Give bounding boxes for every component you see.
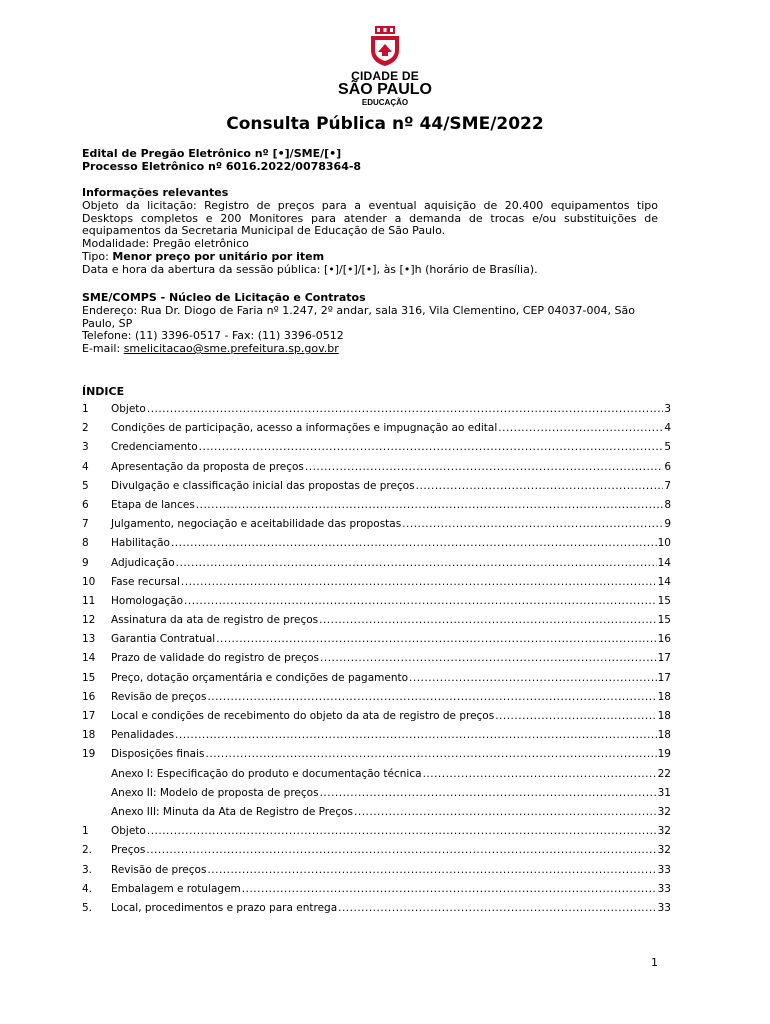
- email-label: E-mail:: [82, 342, 124, 356]
- toc-entry[interactable]: [82, 669, 671, 688]
- city-logo: [300, 26, 470, 108]
- toc-entry-page: 19: [657, 748, 671, 761]
- toc-entry[interactable]: [82, 573, 671, 592]
- toc-dot-leader: [320, 784, 657, 803]
- toc-entry[interactable]: [82, 899, 671, 918]
- toc-dot-leader: [147, 400, 663, 419]
- toc-entry-label: Apresentação da proposta de preços: [111, 460, 304, 473]
- info-section: [82, 187, 658, 277]
- toc-entry-number: 15: [82, 671, 96, 684]
- toc-entry-page: 32: [657, 805, 671, 818]
- toc-entry-label: Assinatura da ata de registro de preços: [111, 614, 319, 627]
- toc-entry-page: 7: [664, 479, 671, 492]
- edital-header: [82, 148, 658, 174]
- toc-entry-label: Credenciamento: [111, 441, 198, 454]
- toc-entry-page: 17: [657, 671, 671, 684]
- toc-entry-label: Revisão de preços: [111, 863, 207, 876]
- toc-entry-label: Embalagem e rotulagem: [111, 882, 241, 895]
- contact-section: [82, 292, 658, 356]
- table-of-contents: [82, 400, 671, 918]
- toc-entry[interactable]: [82, 400, 671, 419]
- toc-entry[interactable]: [82, 649, 671, 668]
- tipo-value: Menor preço por unitário por item: [112, 249, 325, 263]
- info-modalidade: Modalidade: Pregão eletrônico: [82, 237, 249, 251]
- toc-entry-page: 6: [664, 460, 671, 473]
- info-objeto: Objeto da licitação: Registro de preços para a eventual aquisição de 20.400 equipamentos tipo Desktops completos e 200 Monitores para atender a demanda de trocas e/ou substituições de equipamentos da Secretaria Municipal de Educação de São Paulo.: [82, 198, 658, 238]
- toc-entry[interactable]: [82, 515, 671, 534]
- toc-entry-number: 11: [82, 594, 96, 607]
- toc-entry-label: Homologação: [111, 594, 184, 607]
- toc-entry-page: 3: [664, 403, 671, 415]
- toc-dot-leader: [305, 458, 663, 477]
- toc-entry-number: 1: [82, 825, 89, 838]
- toc-entry-label: Local, procedimentos e prazo para entrega: [111, 901, 338, 914]
- toc-entry-page: 22: [657, 767, 671, 780]
- toc-entry-label: Local e condições de recebimento do objeto da ata de registro de preços: [111, 710, 495, 722]
- toc-entry-number: 2: [82, 422, 89, 435]
- toc-entry-number: 6: [82, 498, 89, 511]
- toc-entry-number: 3.: [82, 863, 93, 876]
- toc-entry[interactable]: [82, 496, 671, 515]
- toc-entry[interactable]: [82, 861, 671, 880]
- toc-entry-label: Penalidades: [111, 729, 175, 742]
- toc-entry-number: 5.: [82, 901, 93, 914]
- toc-dot-leader: [495, 707, 656, 726]
- toc-entry-label: Prazo de validade do registro de preços: [111, 652, 320, 665]
- toc-entry[interactable]: [82, 592, 671, 611]
- toc-entry-label: Anexo II: Modelo de proposta de preços: [111, 786, 319, 799]
- toc-entry-number: 5: [82, 479, 89, 492]
- toc-entry[interactable]: [82, 822, 671, 841]
- toc-entry-number: 9: [82, 556, 89, 569]
- toc-entry-label: Divulgação e classificação inicial das propostas de preços: [111, 479, 415, 492]
- page-number: 1: [651, 956, 658, 969]
- toc-dot-leader: [207, 688, 656, 707]
- toc-dot-leader: [338, 899, 657, 918]
- coat-of-arms-icon: [368, 26, 402, 66]
- toc-entry-label: Anexo III: Minuta da Ata de Registro de Preços: [111, 805, 354, 818]
- toc-entry-page: 15: [657, 594, 671, 607]
- toc-dot-leader: [216, 630, 656, 649]
- toc-entry-label: Preços: [111, 844, 146, 857]
- toc-entry-number: 2.: [82, 844, 93, 857]
- toc-entry[interactable]: [82, 726, 671, 745]
- toc-entry-number: 10: [82, 575, 96, 588]
- toc-entry-number: 16: [82, 690, 96, 703]
- processo-number: Processo Eletrônico nº 6016.2022/0078364-8: [82, 159, 362, 173]
- toc-dot-leader: [320, 649, 657, 668]
- edital-number: Edital de Pregão Eletrônico nº [•]/SME/[•]: [82, 147, 342, 160]
- toc-entry-page: 33: [657, 901, 671, 914]
- toc-dot-leader: [319, 611, 657, 630]
- contact-endereco: Endereço: Rua Dr. Diogo de Faria nº 1.247, 2º andar, sala 316, Vila Clementino, CEP 04037-004, São Paulo, SP: [82, 303, 635, 330]
- toc-dot-leader: [147, 822, 657, 841]
- contact-email-line: [82, 343, 658, 356]
- tipo-label: Tipo:: [82, 249, 113, 263]
- toc-entry-page: 16: [657, 633, 671, 646]
- email-link[interactable]: smelicitacao@sme.prefeitura.sp.gov.br: [123, 342, 339, 356]
- toc-entry-label: Revisão de preços: [111, 690, 207, 703]
- toc-entry[interactable]: [82, 419, 671, 438]
- toc-dot-leader: [409, 669, 657, 688]
- toc-entry-label: Preço, dotação orçamentária e condições de pagamento: [111, 671, 409, 684]
- toc-dot-leader: [242, 880, 657, 899]
- toc-dot-leader: [146, 841, 656, 860]
- toc-entry-page: 14: [657, 556, 671, 569]
- toc-entry[interactable]: [82, 688, 671, 707]
- logo-line-cidade: CIDADE DE: [351, 69, 419, 83]
- toc-entry-page: 10: [657, 537, 671, 550]
- toc-entry[interactable]: [82, 707, 671, 726]
- toc-entry-number: 7: [82, 518, 89, 531]
- toc-entry[interactable]: [82, 458, 671, 477]
- toc-entry-number: 4: [82, 460, 89, 473]
- toc-entry[interactable]: [82, 438, 671, 457]
- toc-dot-leader: [416, 477, 664, 496]
- toc-entry[interactable]: [82, 784, 671, 803]
- toc-dot-leader: [184, 592, 657, 611]
- toc-entry-label: Habilitação: [111, 537, 170, 550]
- toc-dot-leader: [196, 496, 664, 515]
- toc-entry-number: 1: [82, 403, 89, 415]
- toc-entry-label: Etapa de lances: [111, 498, 195, 511]
- toc-entry-page: 15: [657, 614, 671, 627]
- toc-entry-page: 4: [664, 422, 671, 435]
- logo-line-sao-paulo: SÃO PAULO: [338, 81, 432, 98]
- toc-entry-label: Objeto: [111, 403, 146, 415]
- document-title: Consulta Pública nº 44/SME/2022: [226, 114, 544, 134]
- toc-entry-number: 12: [82, 614, 96, 627]
- toc-dot-leader: [402, 515, 663, 534]
- info-tipo: [82, 251, 658, 264]
- toc-entry-number: 3: [82, 441, 89, 454]
- toc-entry-label: Disposições finais: [111, 748, 205, 761]
- toc-dot-leader: [199, 438, 664, 457]
- toc-dot-leader: [181, 573, 657, 592]
- toc-entry-page: 14: [657, 575, 671, 588]
- toc-entry-label: Garantia Contratual: [111, 633, 216, 646]
- toc-entry-page: 33: [657, 863, 671, 876]
- toc-dot-leader: [354, 803, 657, 822]
- toc-dot-leader: [176, 554, 657, 573]
- toc-entry-label: Fase recursal: [111, 575, 180, 588]
- toc-entry[interactable]: [82, 534, 671, 553]
- toc-entry[interactable]: [82, 841, 671, 860]
- toc-entry-page: 8: [664, 498, 671, 511]
- toc-dot-leader: [206, 745, 657, 764]
- toc-entry[interactable]: [82, 477, 671, 496]
- toc-entry-page: 31: [657, 786, 671, 799]
- toc-entry-page: 5: [664, 441, 671, 454]
- toc-entry-label: Julgamento, negociação e aceitabilidade das propostas: [111, 518, 402, 531]
- toc-entry-page: 18: [657, 710, 671, 722]
- toc-entry[interactable]: [82, 630, 671, 649]
- toc-entry-page: 18: [657, 729, 671, 742]
- contact-heading: SME/COMPS - Núcleo de Licitação e Contratos: [82, 291, 366, 304]
- toc-entry[interactable]: [82, 745, 671, 764]
- toc-entry-page: 32: [657, 825, 671, 838]
- logo-line-educacao: EDUCAÇÃO: [361, 98, 409, 107]
- toc-entry[interactable]: [82, 803, 671, 822]
- contact-telefone: Telefone: (11) 3396-0517 - Fax: (11) 3396-0512: [82, 329, 344, 343]
- toc-entry-number: 19: [82, 748, 96, 761]
- toc-entry-page: 33: [657, 882, 671, 895]
- toc-entry-page: 9: [664, 518, 671, 531]
- toc-dot-leader: [498, 419, 663, 438]
- info-heading: Informações relevantes: [82, 186, 229, 199]
- toc-entry-label: Condições de participação, acesso a informações e impugnação ao edital: [111, 422, 498, 435]
- toc-entry-number: 13: [82, 633, 96, 646]
- toc-entry[interactable]: [82, 554, 671, 573]
- toc-entry-label: Anexo I: Especificação do produto e documentação técnica: [111, 767, 422, 780]
- info-abertura: Data e hora da abertura da sessão pública: [•]/[•]/[•], às [•]h (horário de Brasília).: [82, 262, 538, 276]
- toc-entry[interactable]: [82, 611, 671, 630]
- toc-entry[interactable]: [82, 765, 671, 784]
- toc-entry-number: 14: [82, 652, 96, 665]
- toc-entry-number: 4.: [82, 882, 93, 895]
- toc-heading: ÍNDICE: [82, 385, 125, 398]
- toc-entry-number: 18: [82, 729, 96, 742]
- toc-entry-number: 8: [82, 537, 89, 550]
- toc-dot-leader: [207, 861, 656, 880]
- toc-entry[interactable]: [82, 880, 671, 899]
- toc-dot-leader: [171, 534, 657, 553]
- toc-entry-number: 17: [82, 710, 96, 722]
- toc-dot-leader: [175, 726, 657, 745]
- toc-entry-page: 32: [657, 844, 671, 857]
- toc-entry-page: 18: [657, 690, 671, 703]
- toc-dot-leader: [423, 765, 657, 784]
- toc-entry-label: Objeto: [111, 825, 146, 838]
- toc-entry-label: Adjudicação: [111, 556, 175, 569]
- toc-entry-page: 17: [657, 652, 671, 665]
